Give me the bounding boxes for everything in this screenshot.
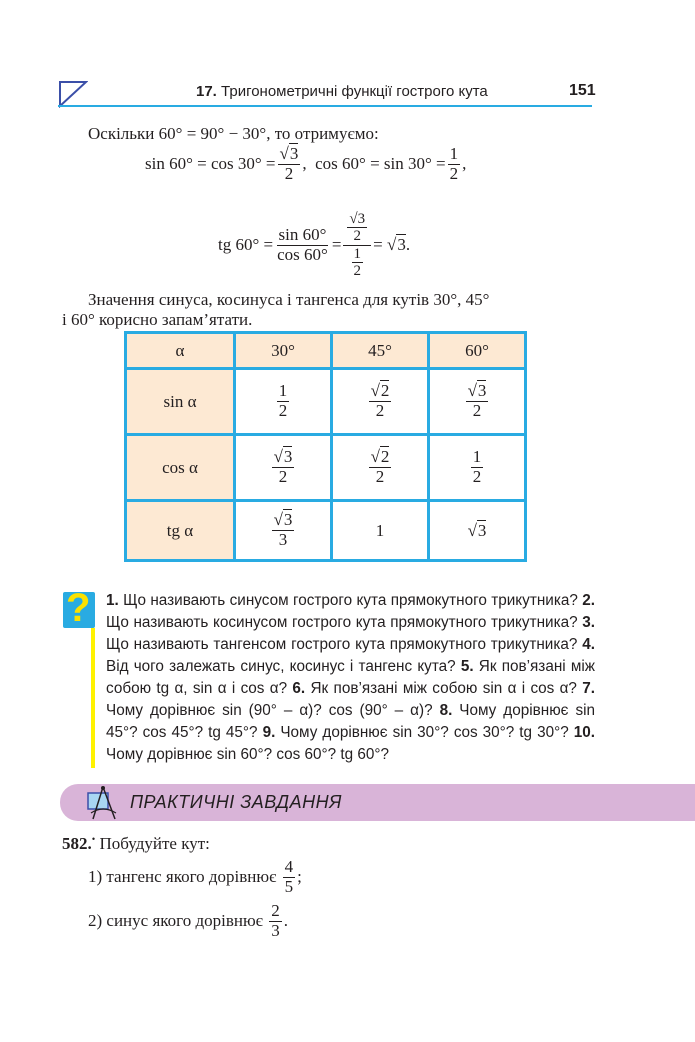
- question-icon: ?: [63, 592, 95, 628]
- header-cell: 45°: [332, 333, 429, 369]
- header-cell: 60°: [429, 333, 526, 369]
- row-label: cos α: [126, 435, 235, 501]
- task-582-item-1: 1) тангенс якого дорівнює $\frac{4}{5}$ ;: [88, 857, 302, 896]
- intro-line: Оскільки 60° = 90° − 30°, то отримуємо:: [88, 124, 379, 143]
- value-cell: √3: [429, 501, 526, 561]
- compass-icon: [85, 785, 121, 821]
- task-582: 582.• Побудуйте кут:: [62, 834, 210, 853]
- sin-cos-60-formula: sin 60° = cos 30° = $\frac{√3}{2}$ , cos 60° = sin 30° = $\frac{1}{2}$ ,: [145, 144, 467, 183]
- banner-title: ПРАКТИЧНІ ЗАВДАННЯ: [130, 792, 342, 812]
- header-cell: 30°: [235, 333, 332, 369]
- value-cell: $\frac{1}{2}$: [429, 435, 526, 501]
- header-cell: α: [126, 333, 235, 369]
- table-row: [126, 501, 526, 561]
- table-row: [126, 369, 526, 435]
- task-582-item-2: 2) синус якого дорівнює $\frac{2}{3}$ .: [88, 901, 288, 940]
- value-cell: $\frac{√2}{2}$: [332, 369, 429, 435]
- trig-values-table: [124, 331, 527, 562]
- header-rule: [58, 105, 592, 107]
- value-cell: $\frac{√3}{2}$: [235, 435, 332, 501]
- chapter-triangle-icon: [58, 80, 88, 108]
- page-number: 151: [569, 82, 596, 99]
- row-label: sin α: [126, 369, 235, 435]
- tg-60-formula: tg 60° = $\frac{\sin 60^\circ}{\cos 60^\circ}$ = $\frac{\frac{√3}{2}}{\frac{1}{2}}$ = √3.: [218, 210, 411, 279]
- value-cell: $\frac{√3}{2}$: [429, 369, 526, 435]
- paragraph-line-1: Значення синуса, косинуса і тангенса для кутів 30°, 45°: [88, 290, 490, 309]
- value-cell: $\frac{1}{2}$: [235, 369, 332, 435]
- value-cell: 1: [332, 501, 429, 561]
- header-title: 17. Тригонометричні функції гострого кута: [196, 83, 488, 100]
- row-label: tg α: [126, 501, 235, 561]
- paragraph-line-2: і 60° корисно запам’ятати.: [62, 310, 253, 329]
- table-header-row: [126, 333, 526, 369]
- review-questions: 1. Що називають синусом гострого кута прямокутного трикутника? 2. Що називають косинусом гострого кута прямокутного трикутника? 3. Що називають тангенсом гострого кута прямокутного трикутника? 4. Від чого залежать синус, косинус і тангенс кута? 5. Як пов’язані між собою tg α, sin α і cos α? 6. Як пов’язані між собою sin α і cos α? 7. Чому дорівнює sin (90° – α)? cos (90° – α)? 8. Чому дорівнює sin 45°? cos 45°? tg 45°? 9. Чому дорівнює sin 30°? cos 30°? tg 30°? 10. Чому дорівнює sin 60°? cos 60°? tg 60°?: [106, 592, 596, 763]
- table-row: [126, 435, 526, 501]
- question-bar: [91, 628, 95, 768]
- value-cell: $\frac{√3}{3}$: [235, 501, 332, 561]
- value-cell: $\frac{√2}{2}$: [332, 435, 429, 501]
